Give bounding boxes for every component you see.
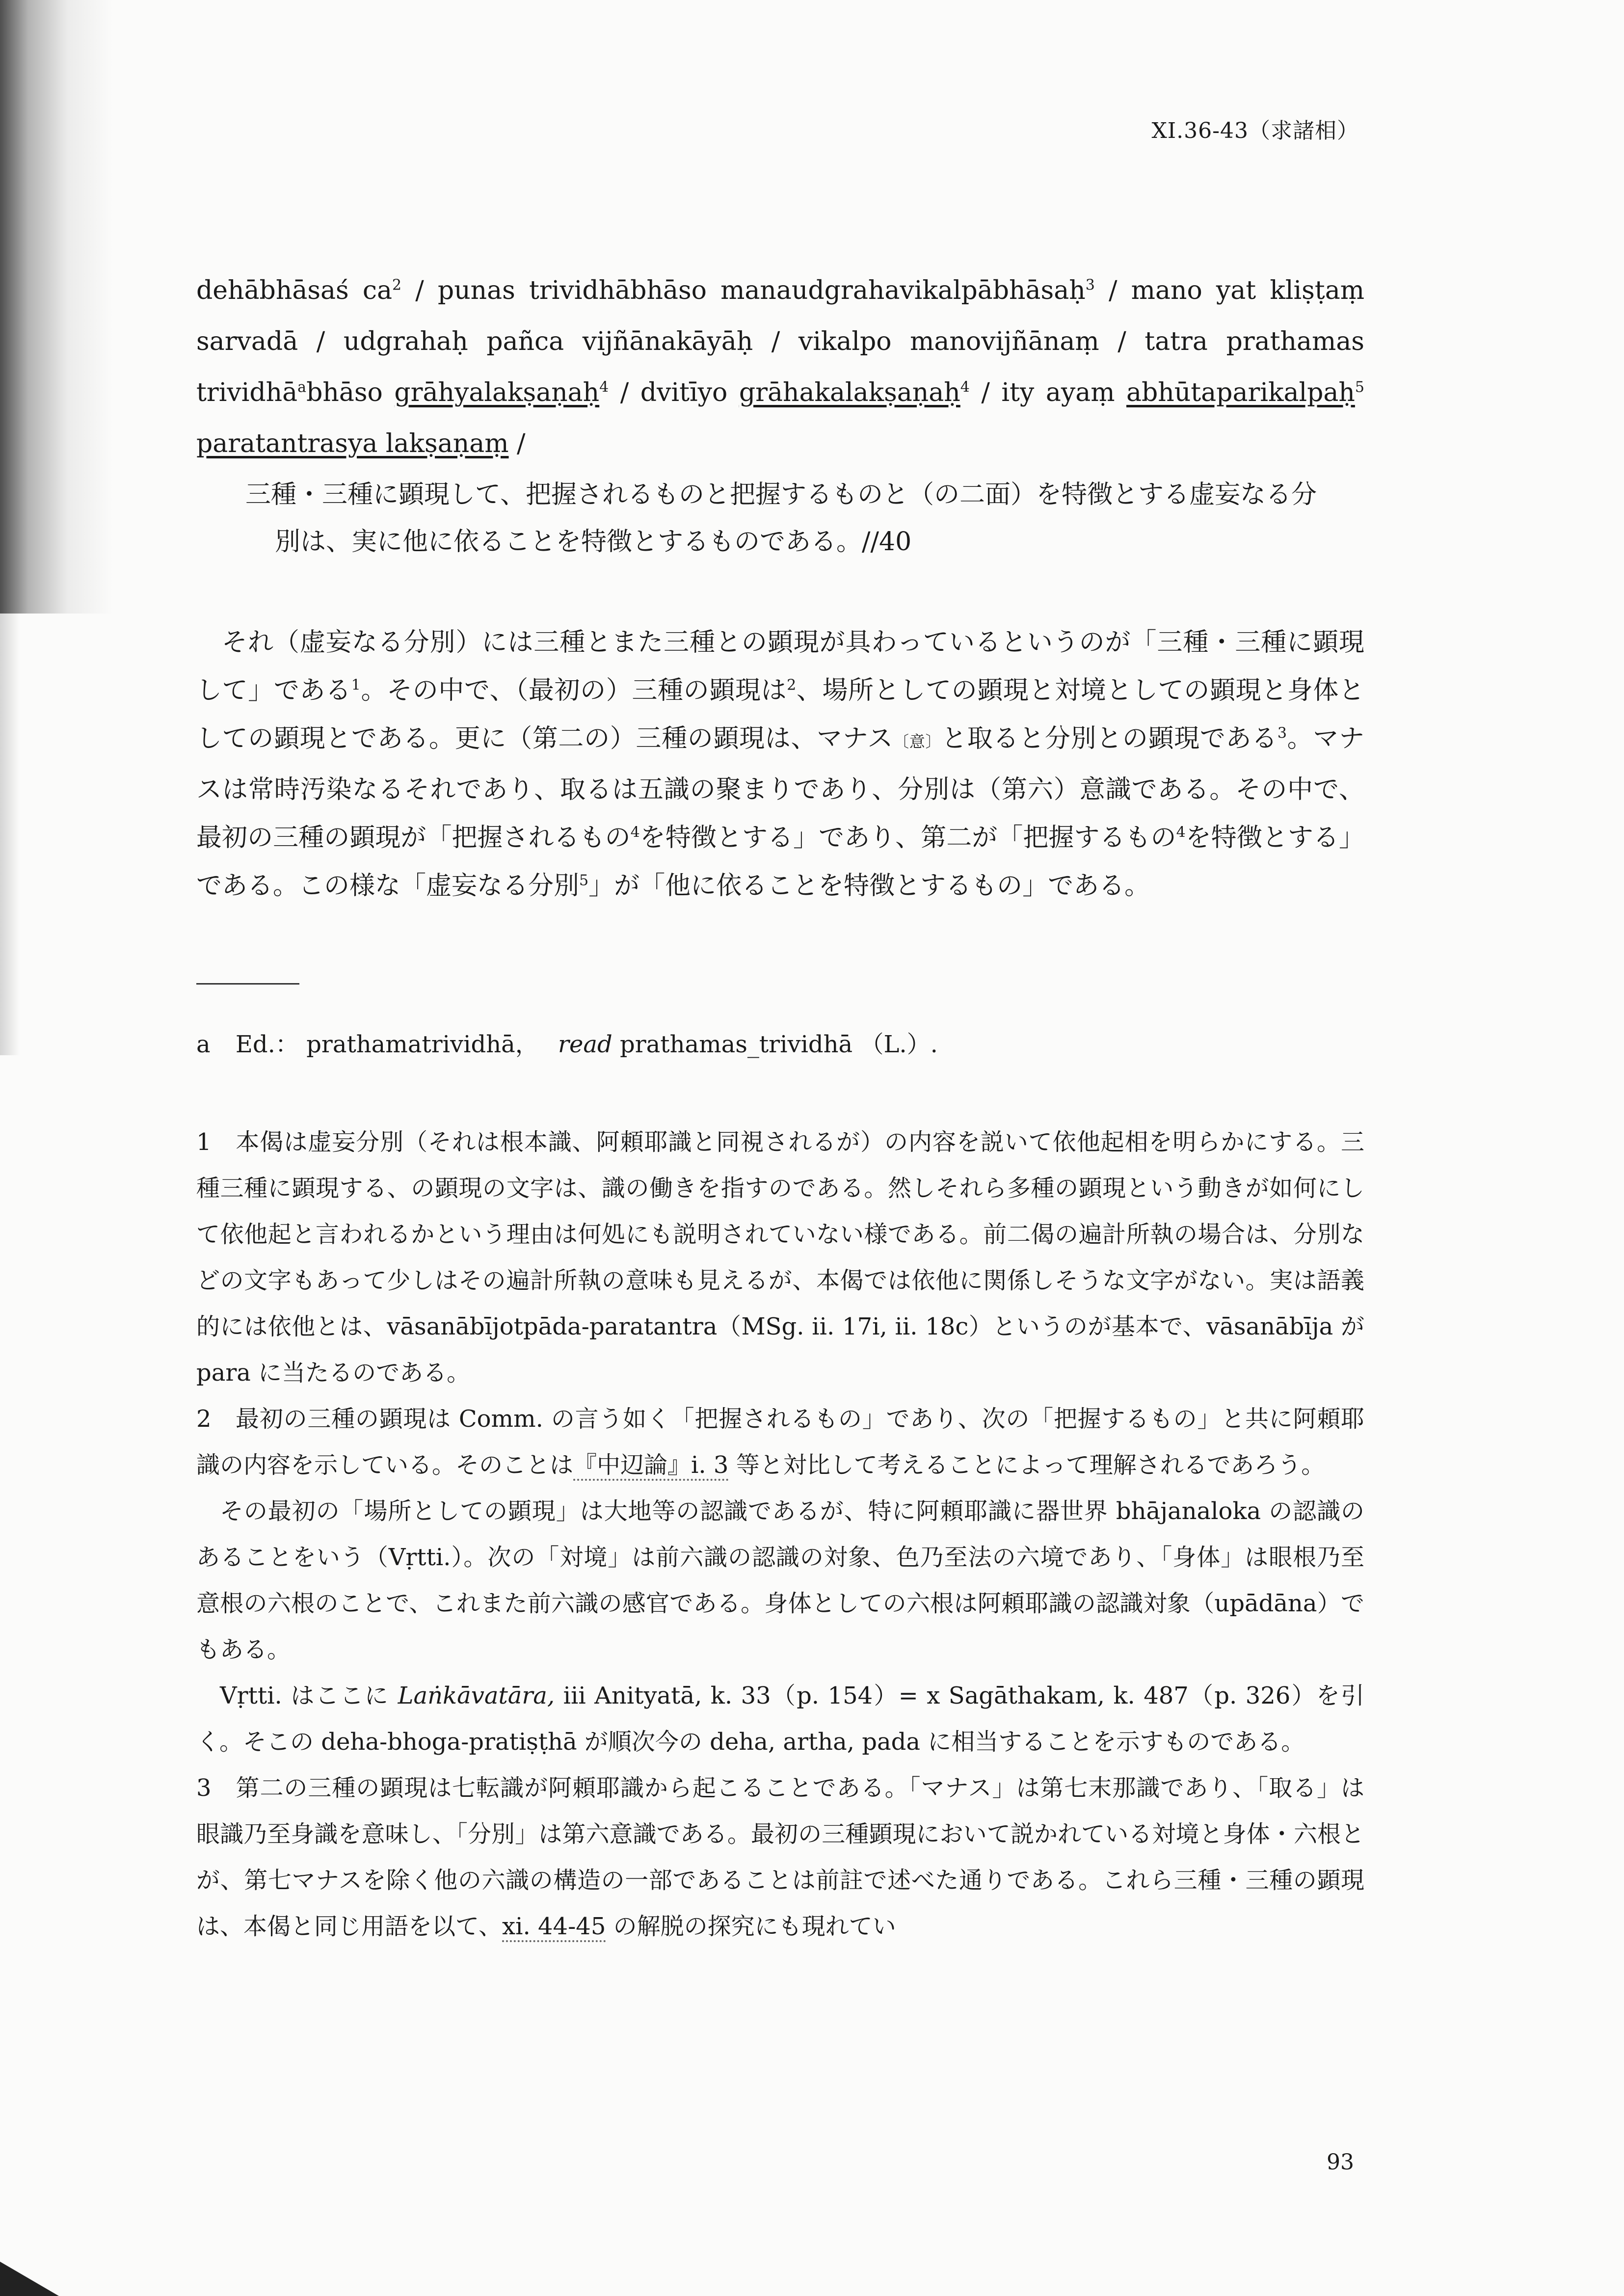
textual-note-a — [196, 1021, 1364, 1068]
footnote-ref: 5 — [579, 872, 589, 889]
footnote-ref: 1 — [351, 676, 361, 694]
note-text-italic: Laṅkāvatāra, — [398, 1682, 555, 1709]
note-text-italic: read — [558, 1031, 612, 1058]
skt-underlined-term: abhūtaparikalpaḥ — [1126, 378, 1355, 407]
corner-mark — [0, 2262, 59, 2296]
footnote-ref: 4 — [1176, 824, 1186, 841]
commentary-paragraph — [196, 618, 1364, 910]
note-label: a — [196, 1031, 211, 1058]
footnote-ref: 4 — [630, 824, 640, 841]
skt-segment: bhāso — [306, 378, 395, 407]
footnote-ref: 4 — [960, 378, 970, 396]
para-segment: それ（虚妄なる分別）には三種とまた三種との顕現が具わっているというのが「三種・三種に顕現して」である — [196, 628, 1364, 705]
skt-segment: / ity ayaṃ — [969, 378, 1127, 407]
footnotes — [196, 1119, 1364, 1949]
para-segment: 。その中で、（最初の）三種の顕現は — [360, 676, 787, 705]
para-segment: を特徴とする」であり、第二が「把握するもの — [639, 823, 1176, 853]
skt-segment: / punas trividhābhāso manaudgrahavikalpābhāsaḥ — [401, 276, 1086, 305]
footnote-1: 1 本偈は虚妄分別（それは根本識、阿頼耶識と同視されるが）の内容を説いて依他起相を明らかにする。三種三種に顕現する、の顕現の文字は、識の働きを指すのである。然しそれら多種の顕現という動きが如何にして依他起と言われるかという理由は何処にも説明されていない様である。前二偈の遍計所執の場合は、分別などの文字もあって少しはその遍計所執の意味も見えるが、本偈では依他に関係しそうな文字がない。実は語義的には依他とは、vāsanābījotpāda-paratantra（MSg. ii. 17i, ii. 18c）というのが基本で、vāsanābīja が para に当たるのである。 — [196, 1128, 1364, 1387]
skt-segment: / dvitīyo — [609, 378, 739, 407]
running-header: XI.36-43（求諸相） — [1151, 118, 1359, 143]
note-text: Vṛtti. はここに — [220, 1682, 398, 1709]
note-text: 3 第二の三種の顕現は七転識が阿頼耶識から起こることである。「マナス」は第七末那識であり、「取る」は眼識乃至身識を意味し、「分別」は第六意識である。最初の三種顕現において説かれている対境と身体・六根とが、第七マナスを除く他の六識の構造の一部であることは前註で述べた通りである。これら三種・三種の顕現は、本偈と同じ用語を以て、 — [196, 1774, 1364, 1940]
sanskrit-text — [196, 265, 1364, 469]
note-text: prathamas_trividhā — [619, 1031, 853, 1058]
para-segment: 。マナスは常時汚染なるそれであり、取るは五識の聚まりであり、分別は（第六）意識である。その中で、最初の三種の顕現が「把握されるもの — [196, 724, 1364, 853]
footnote-2-para — [196, 1673, 1364, 1765]
para-segment: と取ると分別との顕現である — [941, 724, 1278, 753]
footnote-ref: 4 — [599, 378, 609, 396]
footnote-ref: 5 — [1355, 378, 1364, 396]
footnote-ref: 3 — [1085, 276, 1095, 294]
footnote-ref: a — [297, 378, 307, 396]
para-gloss: 〔意〕 — [893, 732, 942, 751]
note-text: 2 最初の三種の顕現は Comm. の言う如く「把握されるもの」であり、次の「把握するもの」と共に阿頼耶識の内容を示している。そのことは — [196, 1405, 1364, 1479]
footnote-2 — [196, 1396, 1364, 1488]
note-text: （L.）. — [860, 1031, 938, 1058]
skt-underlined-term: paratantrasya lakṣaṇaṃ — [196, 429, 509, 458]
verse-translation — [245, 471, 1374, 565]
scan-shadow — [0, 0, 113, 614]
skt-segment: dehābhāsaś ca — [196, 276, 392, 305]
skt-underlined-term: grāhakalakṣaṇaḥ — [739, 378, 960, 407]
note-text: iii Anityatā, k. 33（p. 154）= x Sagāthakam, k. 487（p. 326）を引く。そこの deha-bhoga-pratiṣṭhā が順次今の deha, artha, pada に相当することを示すものである。 — [196, 1682, 1364, 1756]
cross-reference-link[interactable]: 『中辺論』i. 3 — [573, 1451, 728, 1481]
note-text: prathamatrividhā， — [306, 1031, 539, 1058]
skt-segment: / — [508, 429, 526, 458]
note-text: Ed.： — [235, 1031, 299, 1058]
para-segment: を特徴とする」である。この様な「虚妄なる分別 — [196, 823, 1364, 901]
scan-shadow-lower — [0, 614, 20, 1055]
page-number: 93 — [1327, 2150, 1354, 2175]
para-segment: 」が「他に依ることを特徴とするもの」である。 — [588, 871, 1150, 901]
skt-underlined-term: grāhyalakṣaṇaḥ — [394, 378, 600, 407]
footnote-2-para: その最初の「場所としての顕現」は大地等の認識であるが、特に阿頼耶識に器世界 bhājanaloka の認識のあることをいう（Vṛtti.）。次の「対境」は前六識の認識の対象、色乃至法の六境であり、「身体」は眼根乃至意根の六根のことで、これまた前六識の感官である。身体としての六根は阿頼耶識の認識対象（upādāna）でもある。 — [196, 1497, 1364, 1663]
footnote-ref: 3 — [1277, 724, 1287, 742]
note-text: 等と対比して考えることによって理解されるであろう。 — [728, 1451, 1325, 1479]
verse-line: 三種・三種に顕現して、把握されるものと把握するものと（の二面）を特徴とする虚妄なる分 — [245, 480, 1317, 509]
para-segment: 、場所としての顕現と対境としての顕現と身体としての顕現とである。更に（第二の）三種の顕現は、マナス — [196, 676, 1364, 753]
verse-line: 別は、実に他に依ることを特徴とするものである。//40 — [275, 527, 912, 557]
footnote-divider — [196, 983, 299, 985]
footnote-3 — [196, 1765, 1364, 1949]
note-text: の解脱の探究にも現れてい — [606, 1913, 896, 1940]
skt-segment: / mano yat kliṣṭaṃ sarvadā / udgrahaḥ pañca vijñānakāyāḥ / vikalpo manovijñānaṃ / tatra prathamas trividhā — [196, 276, 1365, 407]
footnote-ref: 2 — [787, 676, 797, 694]
footnote-ref: 2 — [392, 276, 402, 294]
cross-reference-link[interactable]: xi. 44-45 — [502, 1913, 606, 1942]
